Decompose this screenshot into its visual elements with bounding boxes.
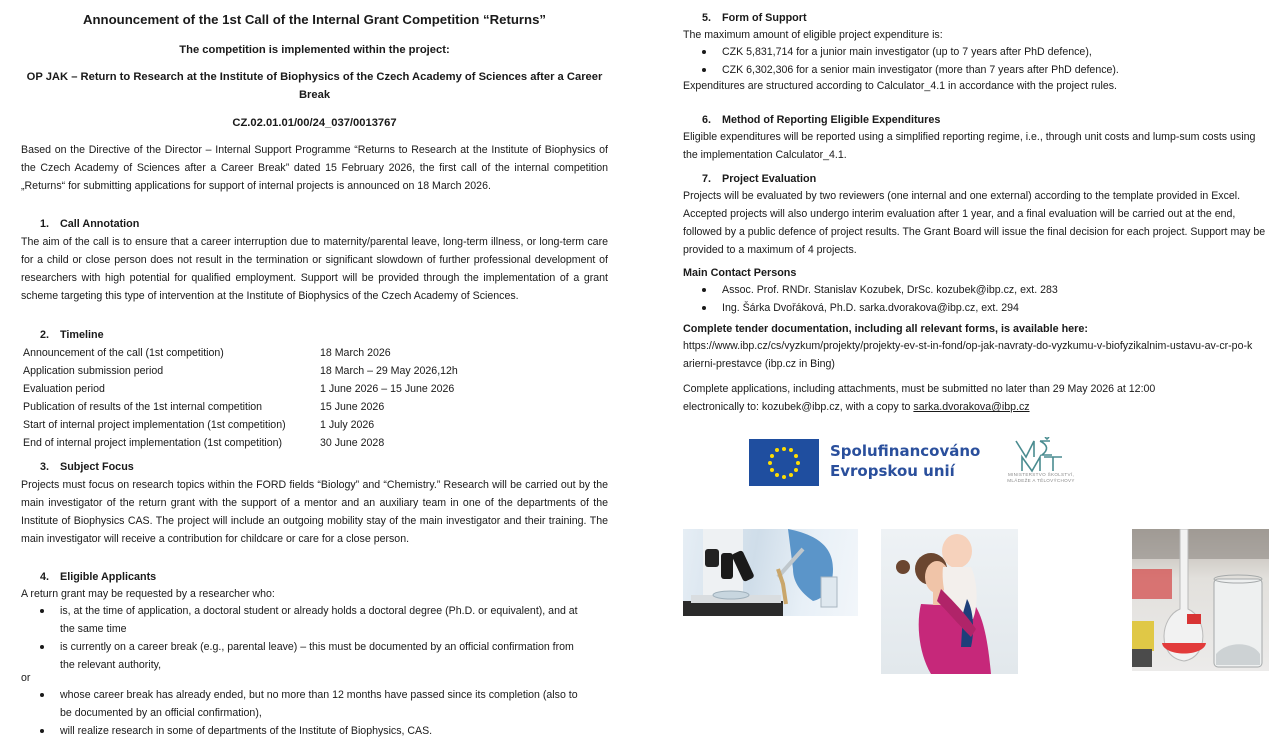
document-subtitle: The competition is implemented within the project: bbox=[179, 44, 450, 56]
list-item: is currently on a career break (e.g., parental leave) – this must be documented by an official confirmation from the relevant authority, bbox=[21, 638, 591, 674]
section-number: 6. bbox=[702, 114, 712, 126]
list-item: whose career break has already ended, but no more than 12 months have passed since its completion (also to be documented by an official confirmation), bbox=[21, 686, 591, 722]
eu-star-icon bbox=[775, 448, 779, 452]
copy-email-link[interactable]: sarka.dvorakova@ibp.cz bbox=[913, 401, 1030, 413]
timeline-label: Evaluation period bbox=[23, 383, 105, 395]
bullet-icon bbox=[40, 645, 44, 649]
section-title: Method of Reporting Eligible Expenditures bbox=[722, 114, 941, 126]
section-title: Subject Focus bbox=[60, 461, 134, 473]
submission-text: Complete applications, including attachments, must be submitted no later than 29 May 2026 at 12:00 electronically to: kozubek@ibp.cz, with a copy to sarka.dvorakova@ibp.cz bbox=[683, 383, 1156, 413]
section-number: 3. bbox=[40, 461, 50, 473]
evaluation-text: Projects will be evaluated by two reviewers (one internal and one external) according to the template provided in Excel. Accepted projects will also undergo interim evaluation after 1 year, and a final evaluation will be carried out at the end, followed by a public defence of project results. The Grant Board will issue the final decision for each project. Support may be provided to a maximum of 4 projects. bbox=[683, 190, 1266, 256]
timeline-label: Start of internal project implementation (1st competition) bbox=[23, 419, 286, 431]
eligible-list-a bbox=[21, 602, 591, 674]
reporting-text: Eligible expenditures will be reported using a simplified reporting regime, i.e., through unit costs and lump-sum costs using the implementation Calculator_4.1. bbox=[683, 131, 1256, 161]
intro-paragraph: Based on the Directive of the Director – Internal Support Programme “Returns to Research at the Institute of Biophysics of the Czech Academy of Sciences after a Career Break” dated 15 February 2026, the first call of the internal competition „Returns“ for submitting applications for support of internal projects is announced on 18 March 2026. bbox=[21, 144, 608, 192]
eu-cofinanced-text: Spolufinancováno Evropskou unií bbox=[830, 442, 981, 480]
eligible-applicants-intro: A return grant may be requested by a researcher who: bbox=[21, 588, 275, 600]
timeline-table bbox=[23, 344, 623, 452]
section-heading-subject-focus bbox=[21, 458, 134, 476]
list-item: CZK 5,831,714 for a junior main investigator (up to 7 years after PhD defence), bbox=[683, 43, 1273, 61]
list-item: CZK 6,302,306 for a senior main investigator (more than 7 years after PhD defence). bbox=[683, 61, 1273, 79]
section-heading-call-annotation bbox=[21, 215, 139, 233]
documentation-heading: Complete tender documentation, including all relevant forms, is available here: bbox=[683, 323, 1088, 335]
contact-item: Ing. Šárka Dvořáková, Ph.D. sarka.dvorakova@ibp.cz, ext. 294 bbox=[683, 299, 1273, 317]
timeline-row bbox=[23, 344, 623, 362]
section-number: 4. bbox=[40, 571, 50, 583]
timeline-label: End of internal project implementation (1st competition) bbox=[23, 437, 283, 449]
section-number: 2. bbox=[40, 329, 50, 341]
eligible-list-b bbox=[21, 686, 591, 740]
timeline-row bbox=[23, 380, 623, 398]
bullet-icon bbox=[702, 50, 706, 54]
eu-star-icon bbox=[775, 473, 779, 477]
section-number: 7. bbox=[702, 173, 712, 185]
msmt-mark-icon bbox=[1012, 437, 1064, 473]
section-title: Timeline bbox=[60, 329, 104, 341]
timeline-row bbox=[23, 362, 623, 380]
microscope-lab-photo bbox=[683, 529, 858, 616]
section-title: Eligible Applicants bbox=[60, 571, 157, 583]
chemistry-glassware-photo bbox=[1132, 529, 1269, 671]
eu-star-icon bbox=[796, 461, 800, 465]
timeline-label: Application submission period bbox=[23, 365, 164, 377]
bullet-icon bbox=[40, 609, 44, 613]
documentation-link[interactable]: https://www.ibp.cz/cs/vyzkum/projekty/projekty-ev-st-in-fond/op-jak-navraty-do-vyzkumu-v-biofyzikalnim-ustavu-av-cr-po-karierni-prestavce (ibp.cz in Bing) bbox=[683, 340, 1253, 370]
timeline-row bbox=[23, 398, 623, 416]
or-separator: or bbox=[21, 672, 31, 684]
bullet-icon bbox=[40, 729, 44, 733]
eu-star-icon bbox=[782, 475, 786, 479]
section-number: 5. bbox=[702, 12, 712, 24]
timeline-row bbox=[23, 434, 623, 452]
eu-star-icon bbox=[770, 468, 774, 472]
list-item: will realize research in some of departments of the Institute of Biophysics, CAS. bbox=[21, 722, 591, 740]
section-title: Form of Support bbox=[722, 12, 807, 24]
contact-item: Assoc. Prof. RNDr. Stanislav Kozubek, DrSc. kozubek@ibp.cz, ext. 283 bbox=[683, 281, 1273, 299]
section-heading-reporting bbox=[683, 111, 940, 129]
msmt-caption: MINISTERSTVO ŠKOLSTVÍ, MLÁDEŽE A TĚLOVÝCHOVY bbox=[1007, 472, 1075, 483]
section-heading-eligible-applicants bbox=[21, 568, 156, 586]
eu-star-icon bbox=[789, 473, 793, 477]
bullet-icon bbox=[702, 68, 706, 72]
form-of-support-outro: Expenditures are structured according to Calculator_4.1 in accordance with the project rules. bbox=[683, 80, 1117, 92]
bullet-icon bbox=[702, 306, 706, 310]
call-annotation-text: The aim of the call is to ensure that a career interruption due to maternity/parental leave, long-term illness, or long-term care for a child or close person does not result in the termination or significant slowdown of further professional development of researchers with high potential for qualified employment. Support will be provided through the implementation of a grant scheme targeting this type of intervention at the Institute of Biophysics of the Czech Academy of Sciences. bbox=[21, 236, 608, 302]
contacts-list bbox=[683, 281, 1273, 317]
bullet-icon bbox=[40, 693, 44, 697]
subject-focus-text: Projects must focus on research topics within the FORD fields “Biology” and “Chemistry.” Research will be carried out by the main investigator of the return grant with the support of a mentor and an auxiliary team in one of the departments of the Institute of Biophysics CAS. The project will include an outgoing mobility stay of the main investigator and their training. The main investigator will receive a contribution for childcare or care for a close person. bbox=[21, 479, 608, 545]
form-of-support-intro: The maximum amount of eligible project expenditure is: bbox=[683, 29, 943, 41]
eu-flag-logo bbox=[749, 439, 819, 486]
eu-star-icon bbox=[794, 454, 798, 458]
timeline-date: 15 June 2026 bbox=[320, 401, 385, 413]
timeline-date: 18 March 2026 bbox=[320, 347, 391, 359]
section-heading-evaluation bbox=[683, 170, 816, 188]
section-heading-form-of-support bbox=[683, 9, 807, 27]
mother-and-baby-photo bbox=[881, 529, 1018, 674]
contacts-heading: Main Contact Persons bbox=[683, 267, 797, 279]
timeline-date: 1 June 2026 – 15 June 2026 bbox=[320, 383, 455, 395]
bullet-icon bbox=[702, 288, 706, 292]
support-amounts-list bbox=[683, 43, 1273, 79]
section-title: Call Annotation bbox=[60, 218, 140, 230]
eu-star-icon bbox=[768, 461, 772, 465]
section-heading-timeline bbox=[21, 326, 104, 344]
list-item: is, at the time of application, a doctoral student or already holds a doctoral degree (Ph.D. or equivalent), and at the same time bbox=[21, 602, 591, 638]
eu-star-icon bbox=[794, 468, 798, 472]
timeline-label: Announcement of the call (1st competition) bbox=[23, 347, 224, 359]
timeline-date: 1 July 2026 bbox=[320, 419, 375, 431]
section-title: Project Evaluation bbox=[722, 173, 817, 185]
timeline-label: Publication of results of the 1st internal competition bbox=[23, 401, 263, 413]
timeline-date: 30 June 2028 bbox=[320, 437, 385, 449]
timeline-row bbox=[23, 416, 623, 434]
document-title: Announcement of the 1st Call of the Internal Grant Competition “Returns” bbox=[82, 12, 547, 27]
section-number: 1. bbox=[40, 218, 50, 230]
timeline-date: 18 March – 29 May 2026,12h bbox=[320, 365, 458, 377]
msmt-logo bbox=[986, 437, 1096, 487]
project-code: CZ.02.01.01/00/24_037/0013767 bbox=[232, 117, 397, 129]
eu-star-icon bbox=[782, 447, 786, 451]
eu-star-icon bbox=[770, 454, 774, 458]
eu-star-icon bbox=[789, 448, 793, 452]
project-name: OP JAK – Return to Research at the Institute of Biophysics of the Czech Academy of Sciences after a Career Break bbox=[26, 71, 603, 101]
